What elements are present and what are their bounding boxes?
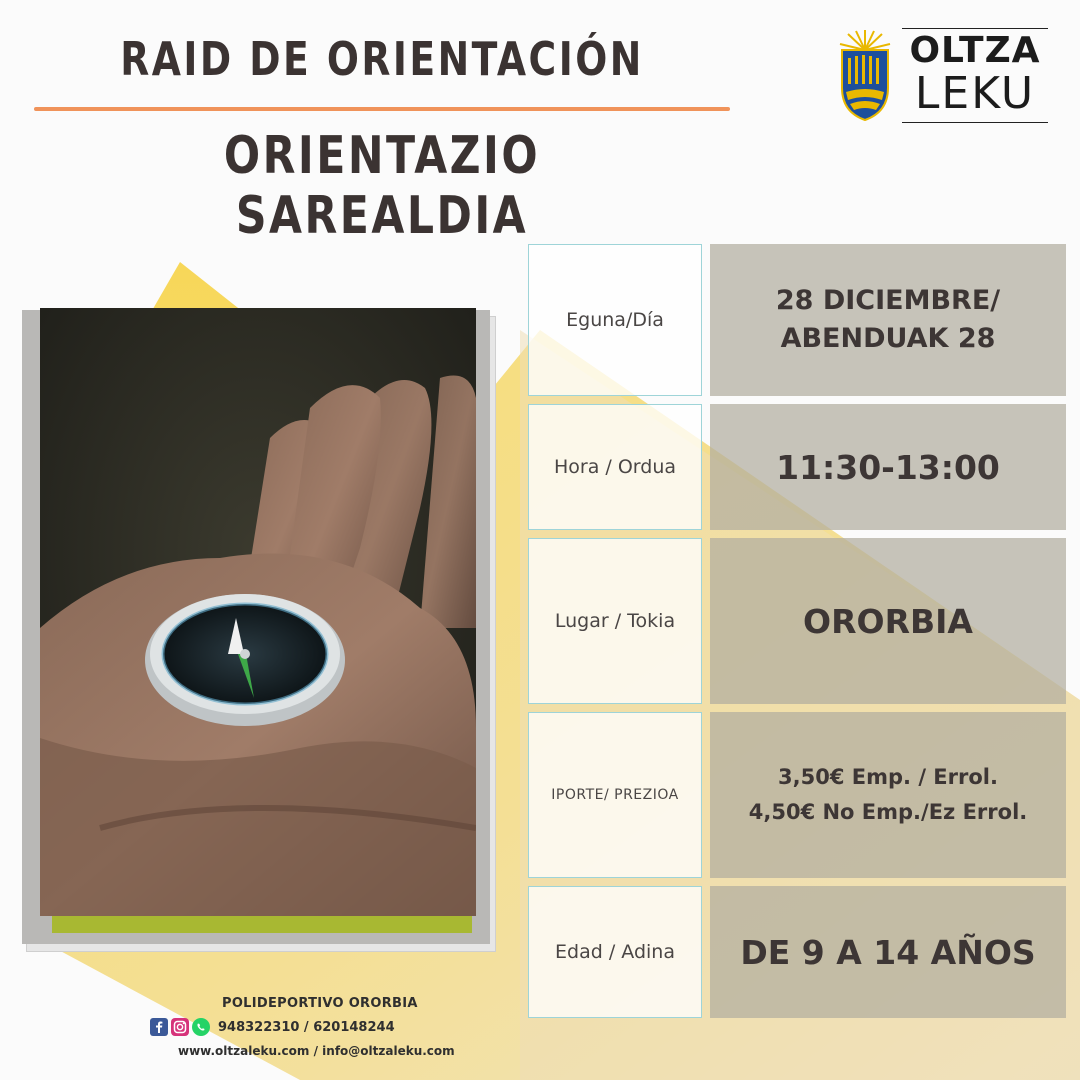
title-spanish: RAID DE ORIENTACIÓN [120,32,644,86]
logo-leku: LEKU [914,68,1036,119]
oltza-leku-logo [836,28,1048,128]
venue-name: POLIDEPORTIVO ORORBIA [222,996,418,1011]
website-email[interactable]: www.oltzaleku.com / info@oltzaleku.com [178,1044,455,1058]
value-price: 3,50€ Emp. / Errol. 4,50€ No Emp./Ez Errol. [710,712,1066,878]
value-time: 11:30-13:00 [710,404,1066,530]
compass-photo [40,308,476,916]
title-divider [34,107,730,111]
label-price: IPORTE/ PREZIOA [528,712,702,878]
hand-holding-compass-photo [40,308,476,916]
value-date: 28 DICIEMBRE/ ABENDUAK 28 [710,244,1066,396]
label-age: Edad / Adina [528,886,702,1018]
value-age: DE 9 A 14 AÑOS [710,886,1066,1018]
whatsapp-icon[interactable] [192,1018,210,1036]
title-basque: ORIENTAZIO SAREALDIA [223,126,541,246]
instagram-icon[interactable] [171,1018,189,1036]
label-time: Hora / Ordua [528,404,702,530]
phone-numbers: 948322310 / 620148244 [218,1019,395,1035]
coat-of-arms-icon [836,28,894,124]
label-place: Lugar / Tokia [528,538,702,704]
value-place: ORORBIA [710,538,1066,704]
facebook-icon[interactable] [150,1018,168,1036]
logo-oltza: OLTZA [909,30,1041,71]
label-date: Eguna/Día [528,244,702,396]
